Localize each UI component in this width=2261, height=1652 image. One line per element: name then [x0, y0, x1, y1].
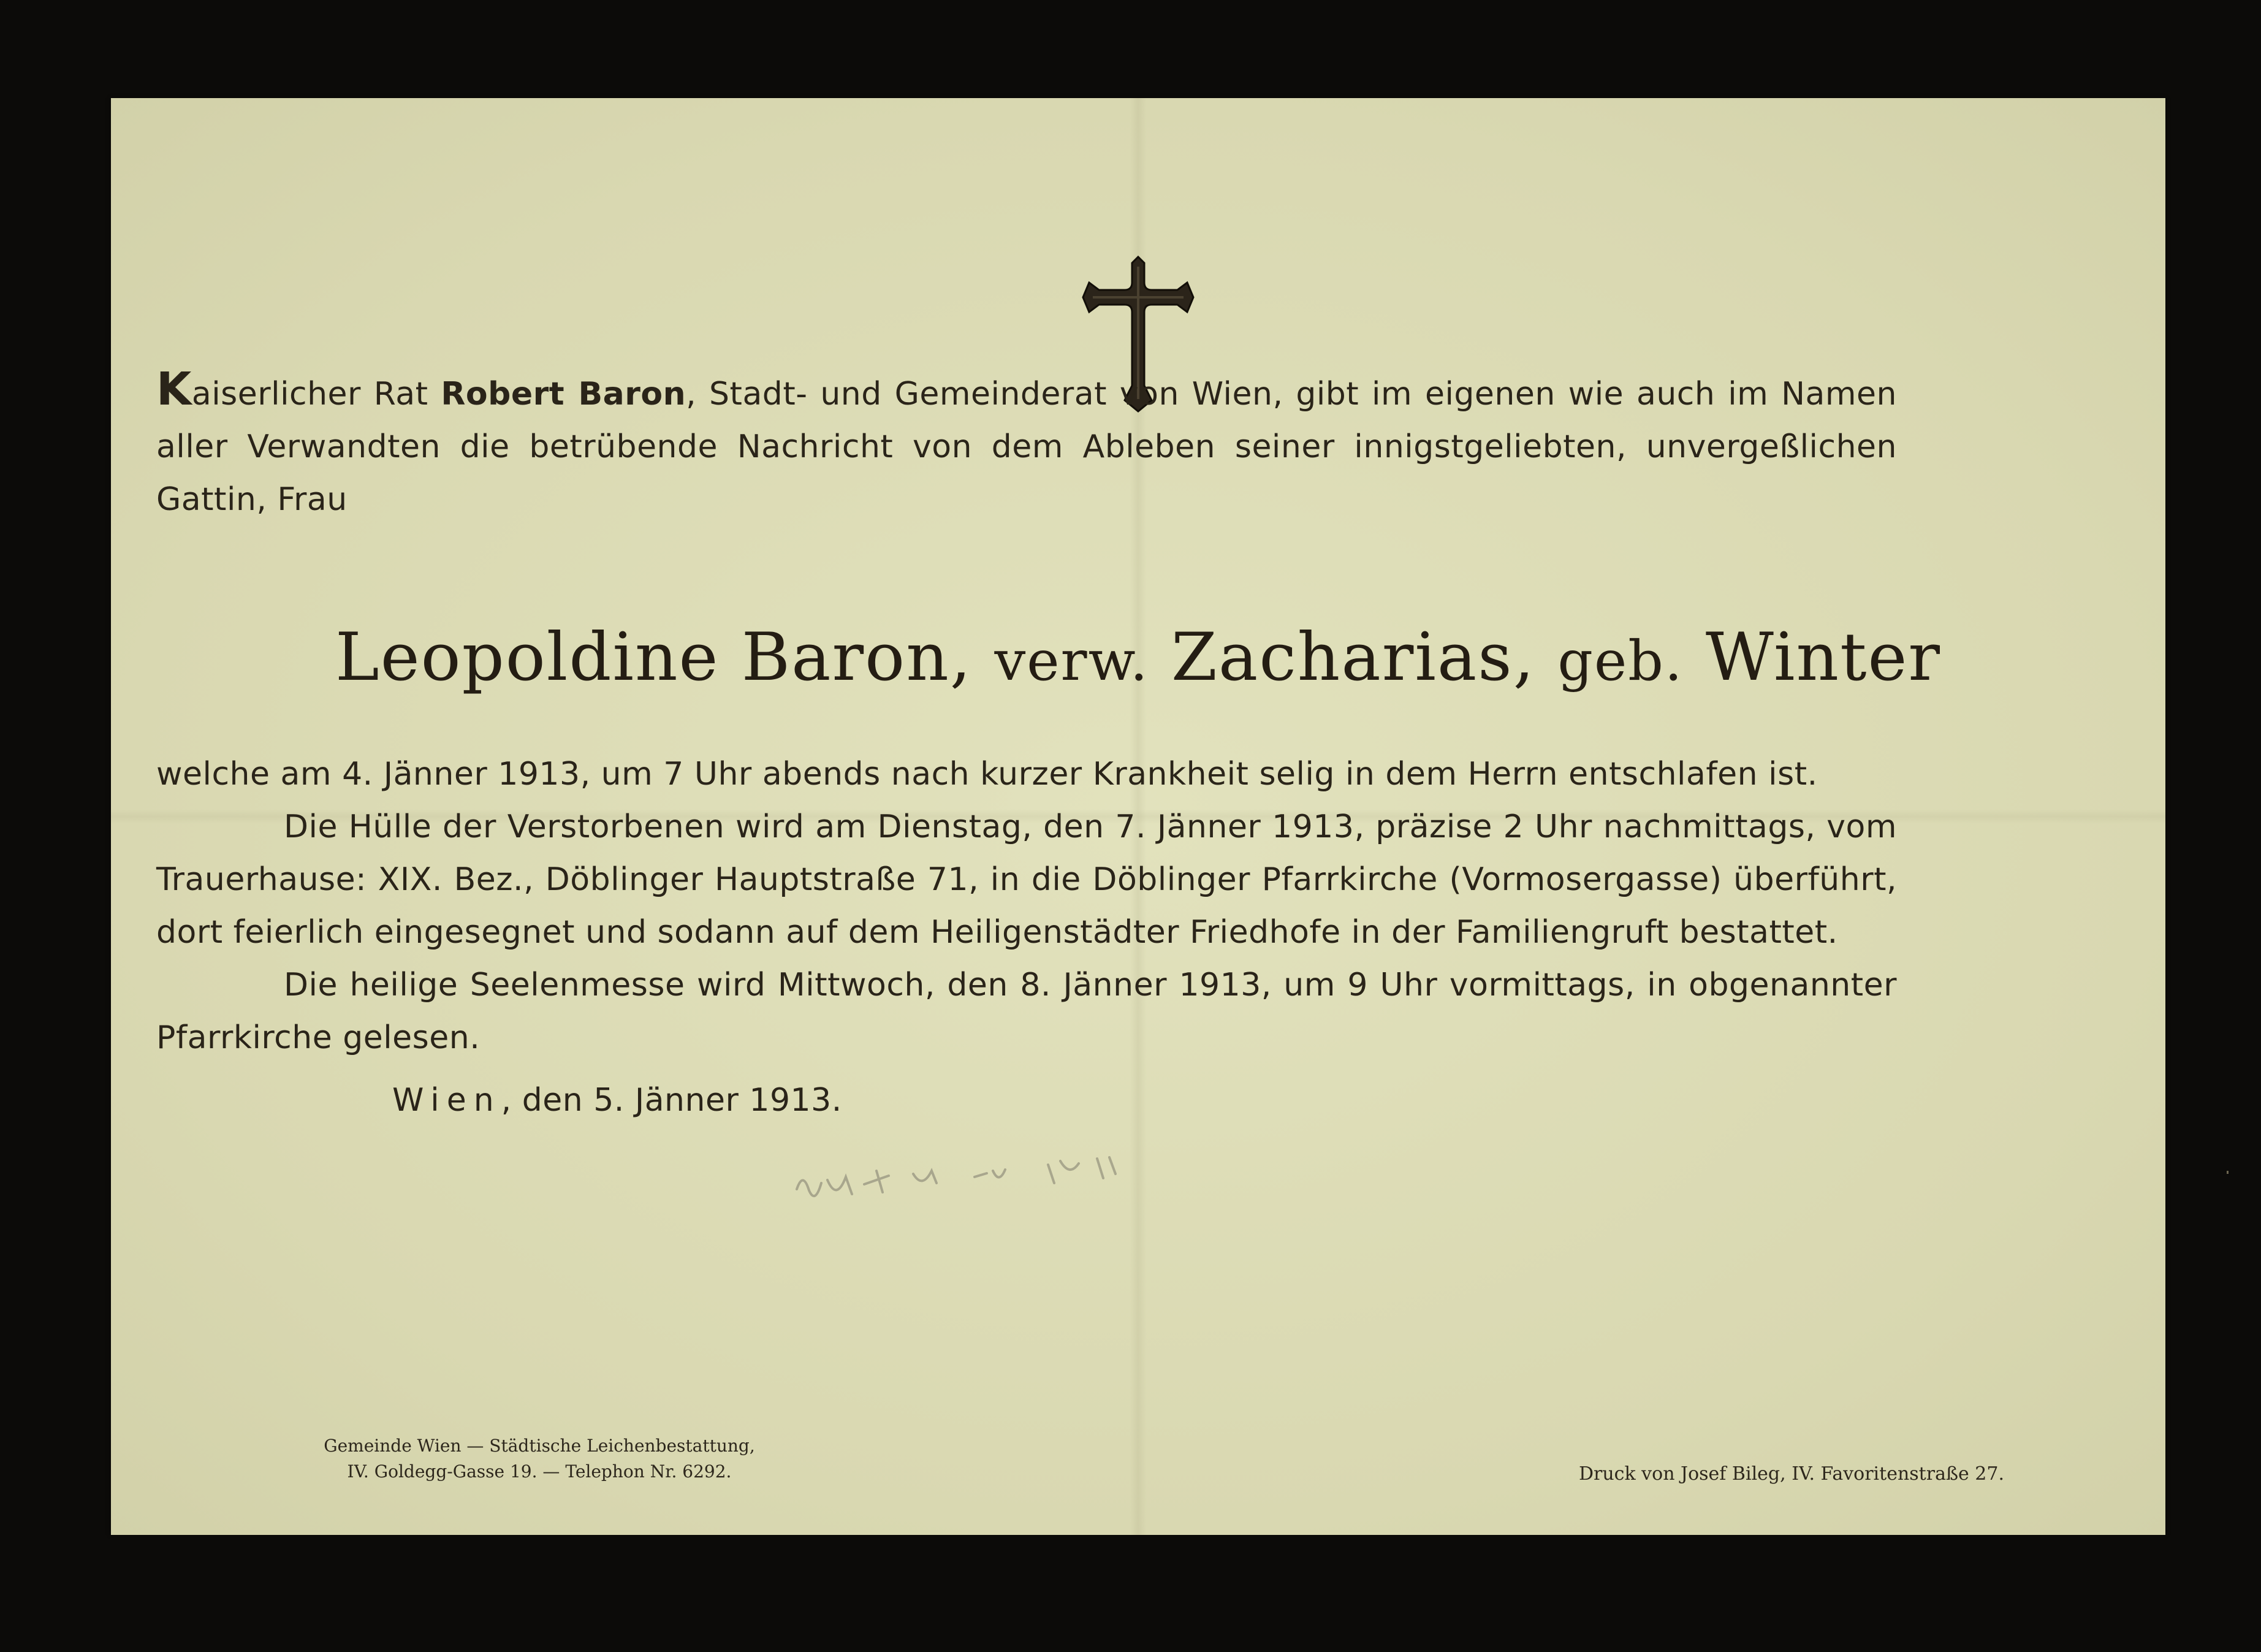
deceased-birth-name: Winter	[1705, 619, 1942, 696]
date-text: , den 5. Jänner 1913.	[501, 1082, 842, 1119]
print-mark	[2227, 1171, 2229, 1174]
funeral-paragraph: Die Hülle der Verstorbenen wird am Dienstag, den 7. Jänner 1913, präzise 2 Uhr nachmittags, vom Trauerhause: XIX. Bez., Döblinger Hauptstraße 71, in die Döblinger Pfarrkirche (Vormosergasse) überführt, dort feierlich eingesegnet und sodann auf dem Heiligenstädter Friedhofe in der Familiengruft bestattet.	[156, 809, 1897, 951]
deceased-verw: verw.	[994, 629, 1149, 693]
intro-text-2: , Stadt- und Gemeinderat von Wien, gibt im eigenen wie auch im Namen aller Verwandten die betrübende Nachricht von dem Ableben seiner innigstgeliebten, unvergeßlichen Gattin, Frau	[156, 376, 1898, 518]
deceased-name-heading	[111, 619, 2165, 696]
intro-dropcap: K	[156, 363, 192, 416]
intro-text-1: aiserlicher Rat	[191, 376, 441, 413]
printer-imprint: Druck von Josef Bileg, IV. Favoritenstraße 27.	[1578, 1463, 2004, 1485]
pencil-annotation	[791, 1146, 1134, 1214]
widower-name: Robert Baron	[441, 376, 686, 413]
death-paragraph: welche am 4. Jänner 1913, um 7 Uhr abends nach kurzer Krankheit selig in dem Herrn entschlafen ist.	[156, 756, 1818, 793]
notice-body	[156, 748, 1897, 1064]
deceased-geb: geb.	[1557, 629, 1684, 693]
date-line	[392, 1082, 842, 1119]
undertaker-line-1: Gemeinde Wien — Städtische Leichenbestattung,	[324, 1436, 755, 1456]
undertaker-imprint	[270, 1433, 809, 1485]
date-place: Wien	[392, 1082, 501, 1119]
requiem-paragraph: Die heilige Seelenmesse wird Mittwoch, den 8. Jänner 1913, um 9 Uhr vormittags, in obgenannter Pfarrkirche gelesen.	[156, 967, 1897, 1056]
undertaker-line-2: IV. Goldegg-Gasse 19. — Telephon Nr. 6292.	[347, 1461, 732, 1482]
deceased-previous-married-name: Zacharias,	[1171, 619, 1536, 696]
deceased-name: Leopoldine Baron,	[335, 619, 973, 696]
intro-paragraph	[156, 363, 1897, 526]
